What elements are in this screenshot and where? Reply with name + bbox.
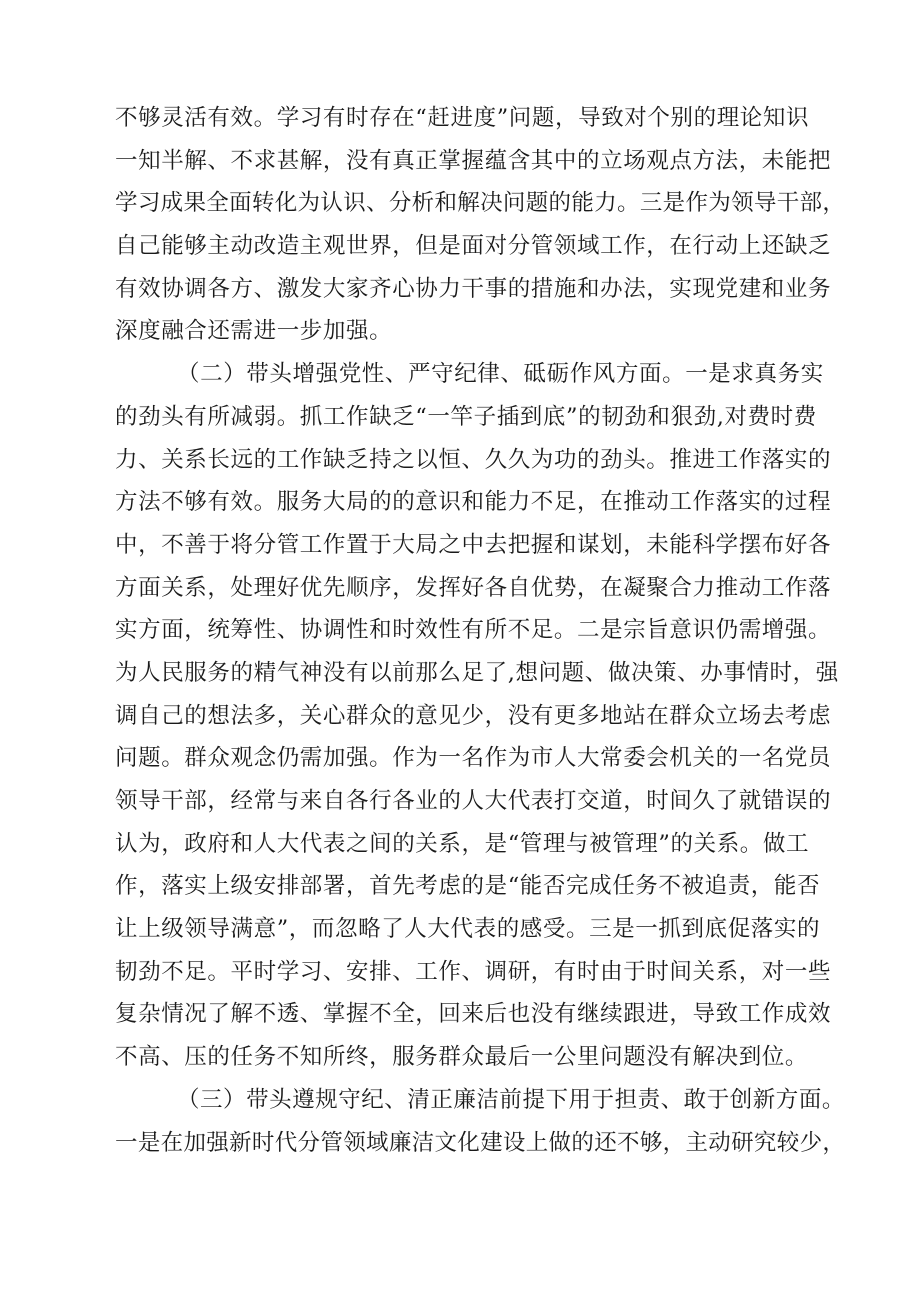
- text-line: 方法不够有效。服务大局的的意识和能力不足，在推动工作落实的过程: [115, 489, 832, 516]
- text-line: 为人民服务的精气神没有以前那么足了,想问题、做决策、办事情时，强: [115, 659, 839, 686]
- text-line: 复杂情况了解不透、掌握不全，回来后也没有继续跟进，导致工作成效: [115, 1001, 832, 1028]
- text-line: 力、关系长远的工作缺乏持之以恒、久久为功的劲头。推进工作落实的: [115, 446, 832, 473]
- text-line: 韧劲不足。平时学习、安排、工作、调研，有时由于时间关系，对一些: [115, 958, 832, 985]
- text-line: 方面关系，处理好优先顺序，发挥好各自优势，在凝聚合力推动工作落: [115, 574, 832, 601]
- text-line: 不高、压的任务不知所终，服务群众最后一公里问题没有解决到位。: [115, 1044, 809, 1071]
- text-line: 的劲头有所减弱。抓工作缺乏“一竿子插到底”的韧劲和狠劲,对费时费: [115, 403, 817, 430]
- text-line: 不够灵活有效。学习有时存在“赶进度”问题，导致对个别的理论知识: [115, 105, 810, 131]
- text-line: 有效协调各方、激发大家齐心协力干事的措施和办法，实现党建和业务: [115, 275, 832, 302]
- text-line: 问题。群众观念仍需加强。作为一名作为市人大常委会机关的一名党员: [115, 745, 832, 772]
- text-line: 自己能够主动改造主观世界，但是面对分管领域工作，在行动上还缺乏: [115, 233, 832, 260]
- text-line: 领导干部，经常与来自各行各业的人大代表打交道，时间久了就错误的: [115, 788, 832, 814]
- text-line: 一是在加强新时代分管领域廉洁文化建设上做的还不够，主动研究较少，: [115, 1129, 845, 1156]
- document-body: [115, 97, 845, 1164]
- text-line: 认为，政府和人大代表之间的关系，是“管理与被管理”的关系。做工: [115, 830, 810, 857]
- text-line: 让上级领导满意”，而忽略了人大代表的感受。三是一抓到底促落实的: [115, 916, 821, 943]
- text-line: 深度融合还需进一步加强。: [115, 318, 393, 345]
- text-line: 调自己的想法多，关心群众的意见少，没有更多地站在群众立场去考虑: [115, 702, 832, 729]
- section-heading-line: （三）带头遵规守纪、清正廉洁前提下用于担责、敢于创新方面。: [177, 1086, 845, 1113]
- text-line: 中，不善于将分管工作置于大局之中去把握和谋划，未能科学摆布好各: [115, 531, 832, 558]
- text-line: 一知半解、不求甚解，没有真正掌握蕴含其中的立场观点方法，未能把: [115, 147, 832, 174]
- section-heading-line: （二）带头增强党性、严守纪律、砥砺作风方面。一是求真务实: [177, 361, 824, 388]
- text-line: 学习成果全面转化为认识、分析和解决问题的能力。三是作为领导干部，: [115, 190, 845, 217]
- text-line: 作，落实上级安排部署，首先考虑的是“能否完成任务不被追责，能否: [115, 873, 821, 900]
- text-line: 实方面，统筹性、协调性和时效性有所不足。二是宗旨意识仍需增强。: [115, 617, 832, 644]
